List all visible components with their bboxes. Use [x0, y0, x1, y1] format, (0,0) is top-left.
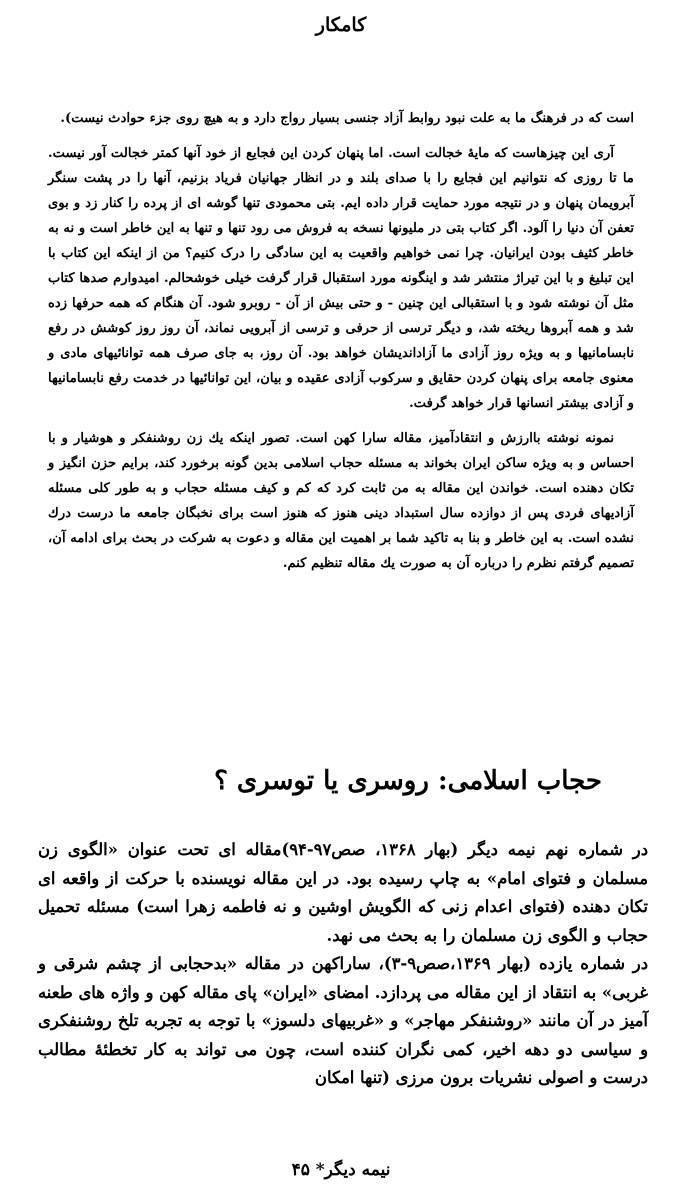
running-head-title: کامکار: [315, 14, 367, 36]
intro-paragraph: نمونه نوشته باارزش و انتقادآمیز، مقاله سارا کهن است. تصور اینکه یك زن روشنفکر و هوشیار و با احساس و به ویژه ساکن ایران بخواند به مسئله حجاب اسلامی بدین گونه برخورد کند، برایم حزن انگیز و تکان دهنده است. خواندن این مقاله به من ثابت کرد که کم و کیف مسئله حجاب و به طور کلی مسئله آزادیهای فردی پس از دوازده سال استبداد دینی هنوز که هنوز است برای نخبگان جامعه ما درست درك نشده است. به این خاطر و بنا به تاکید شما بر اهمیت این مقاله و دعوت به شرکت در بحث برای ادامه آن، تصمیم گرفتم نظرم را درباره آن به صورت یك مقاله تنظیم کنم.: [48, 431, 634, 571]
article-paragraph: در شماره یازده (بهار ۱۳۶۹،صص۹-۳)، ساراکهن در مقاله «بدحجابی از چشم شرقی و غربی» به انتقاد از این مقاله می پردازد. امضای «ایران» پای مقاله کهن و واژه های طعنه آمیز در آن مانند «روشنفکر مهاجر» و «غربیهای دلسوز» با توجه به تجربه تلخ روشنفکری و سیاسی دو دهه اخیر، کمی نگران کننده است، چون می تواند به کار تخطئهٔ مطالب درست و اصولی نشریات برون مرزی (تنها امکان: [38, 954, 648, 1087]
intro-text-block: [48, 106, 634, 586]
intro-paragraph: آری این چیزهاست که مایهٔ خجالت است. اما پنهان کردن این فجایع از خود آنها کمتر خجالت آور نیست. ما تا روزی که نتوانیم این فجایع را با صدای بلند و در انظار جهانیان فریاد بزنیم، آنها را در پشت سنگر آبرویمان پنهان و در نتیجه مورد حمایت قرار داده ایم. بتی محمودی تنها گوشه ای از پرده را کنار زد و بوی تعفن آن دنیا را آلود. اگر کتاب بتی در ملیونها نسخه به فروش می رود تنها و تنها به این خاطر است و نه به خاطر کثیف بودن ایرانیان. چرا نمی خواهیم واقعیت به این سادگی را درک کنیم؟ من از اینکه این کتاب با این تبلیغ و با این تیراژ منتشر شد و اینگونه مورد استقبال قرار گرفت خیلی خوشحالم. امیدوارم صدها کتاب مثل آن نوشته شود و با استقبالی این چنین - و حتی بیش از آن - روبرو شود. آن هنگام که همه حرفها زده شد و همه آبروها ریخته شد، و دیگر ترسی از حرفی و ترسی از آبرویی نماند، آن روز روز کوشش در رفع نابسامانیها و به ویژه روز آزادی ما آزاداندیشان خواهد بود. آن روز، به جای صرف همه توانائیهای مادی و معنوی جامعه برای پنهان کردن حقایق و سرکوب آزادی عقیده و بیان، این توانائیها در خدمت رفع نابسامانیها و آزادی بیشتر انسانها قرار خواهد گرفت.: [48, 146, 634, 411]
article-body: [38, 836, 648, 1093]
article-paragraph: در شماره نهم نیمه دیگر (بهار ۱۳۶۸، صص۹۷-۹۴)مقاله ای تحت عنوان «الگوی زن مسلمان و فتوای امام» به چاپ رسیده بود. در این مقاله نویسنده با حرکت از واقعه ای تکان دهنده (فتوای اعدام زنی که الگویش اوشین و نه فاطمه زهرا است) مسئله تحمیل حجاب و الگوی زن مسلمان را به بحث می نهد.: [38, 840, 648, 945]
intro-paragraph: است که در فرهنگ ما به علت نبود روابط آزاد جنسی بسیار رواج دارد و به هیچ روی جزء حوادث نیست).: [60, 111, 634, 126]
page-footer: نیمه دیگر* ۴۵: [291, 1160, 391, 1180]
article-title: حجاب اسلامی: روسری یا توسری ؟: [214, 766, 602, 796]
